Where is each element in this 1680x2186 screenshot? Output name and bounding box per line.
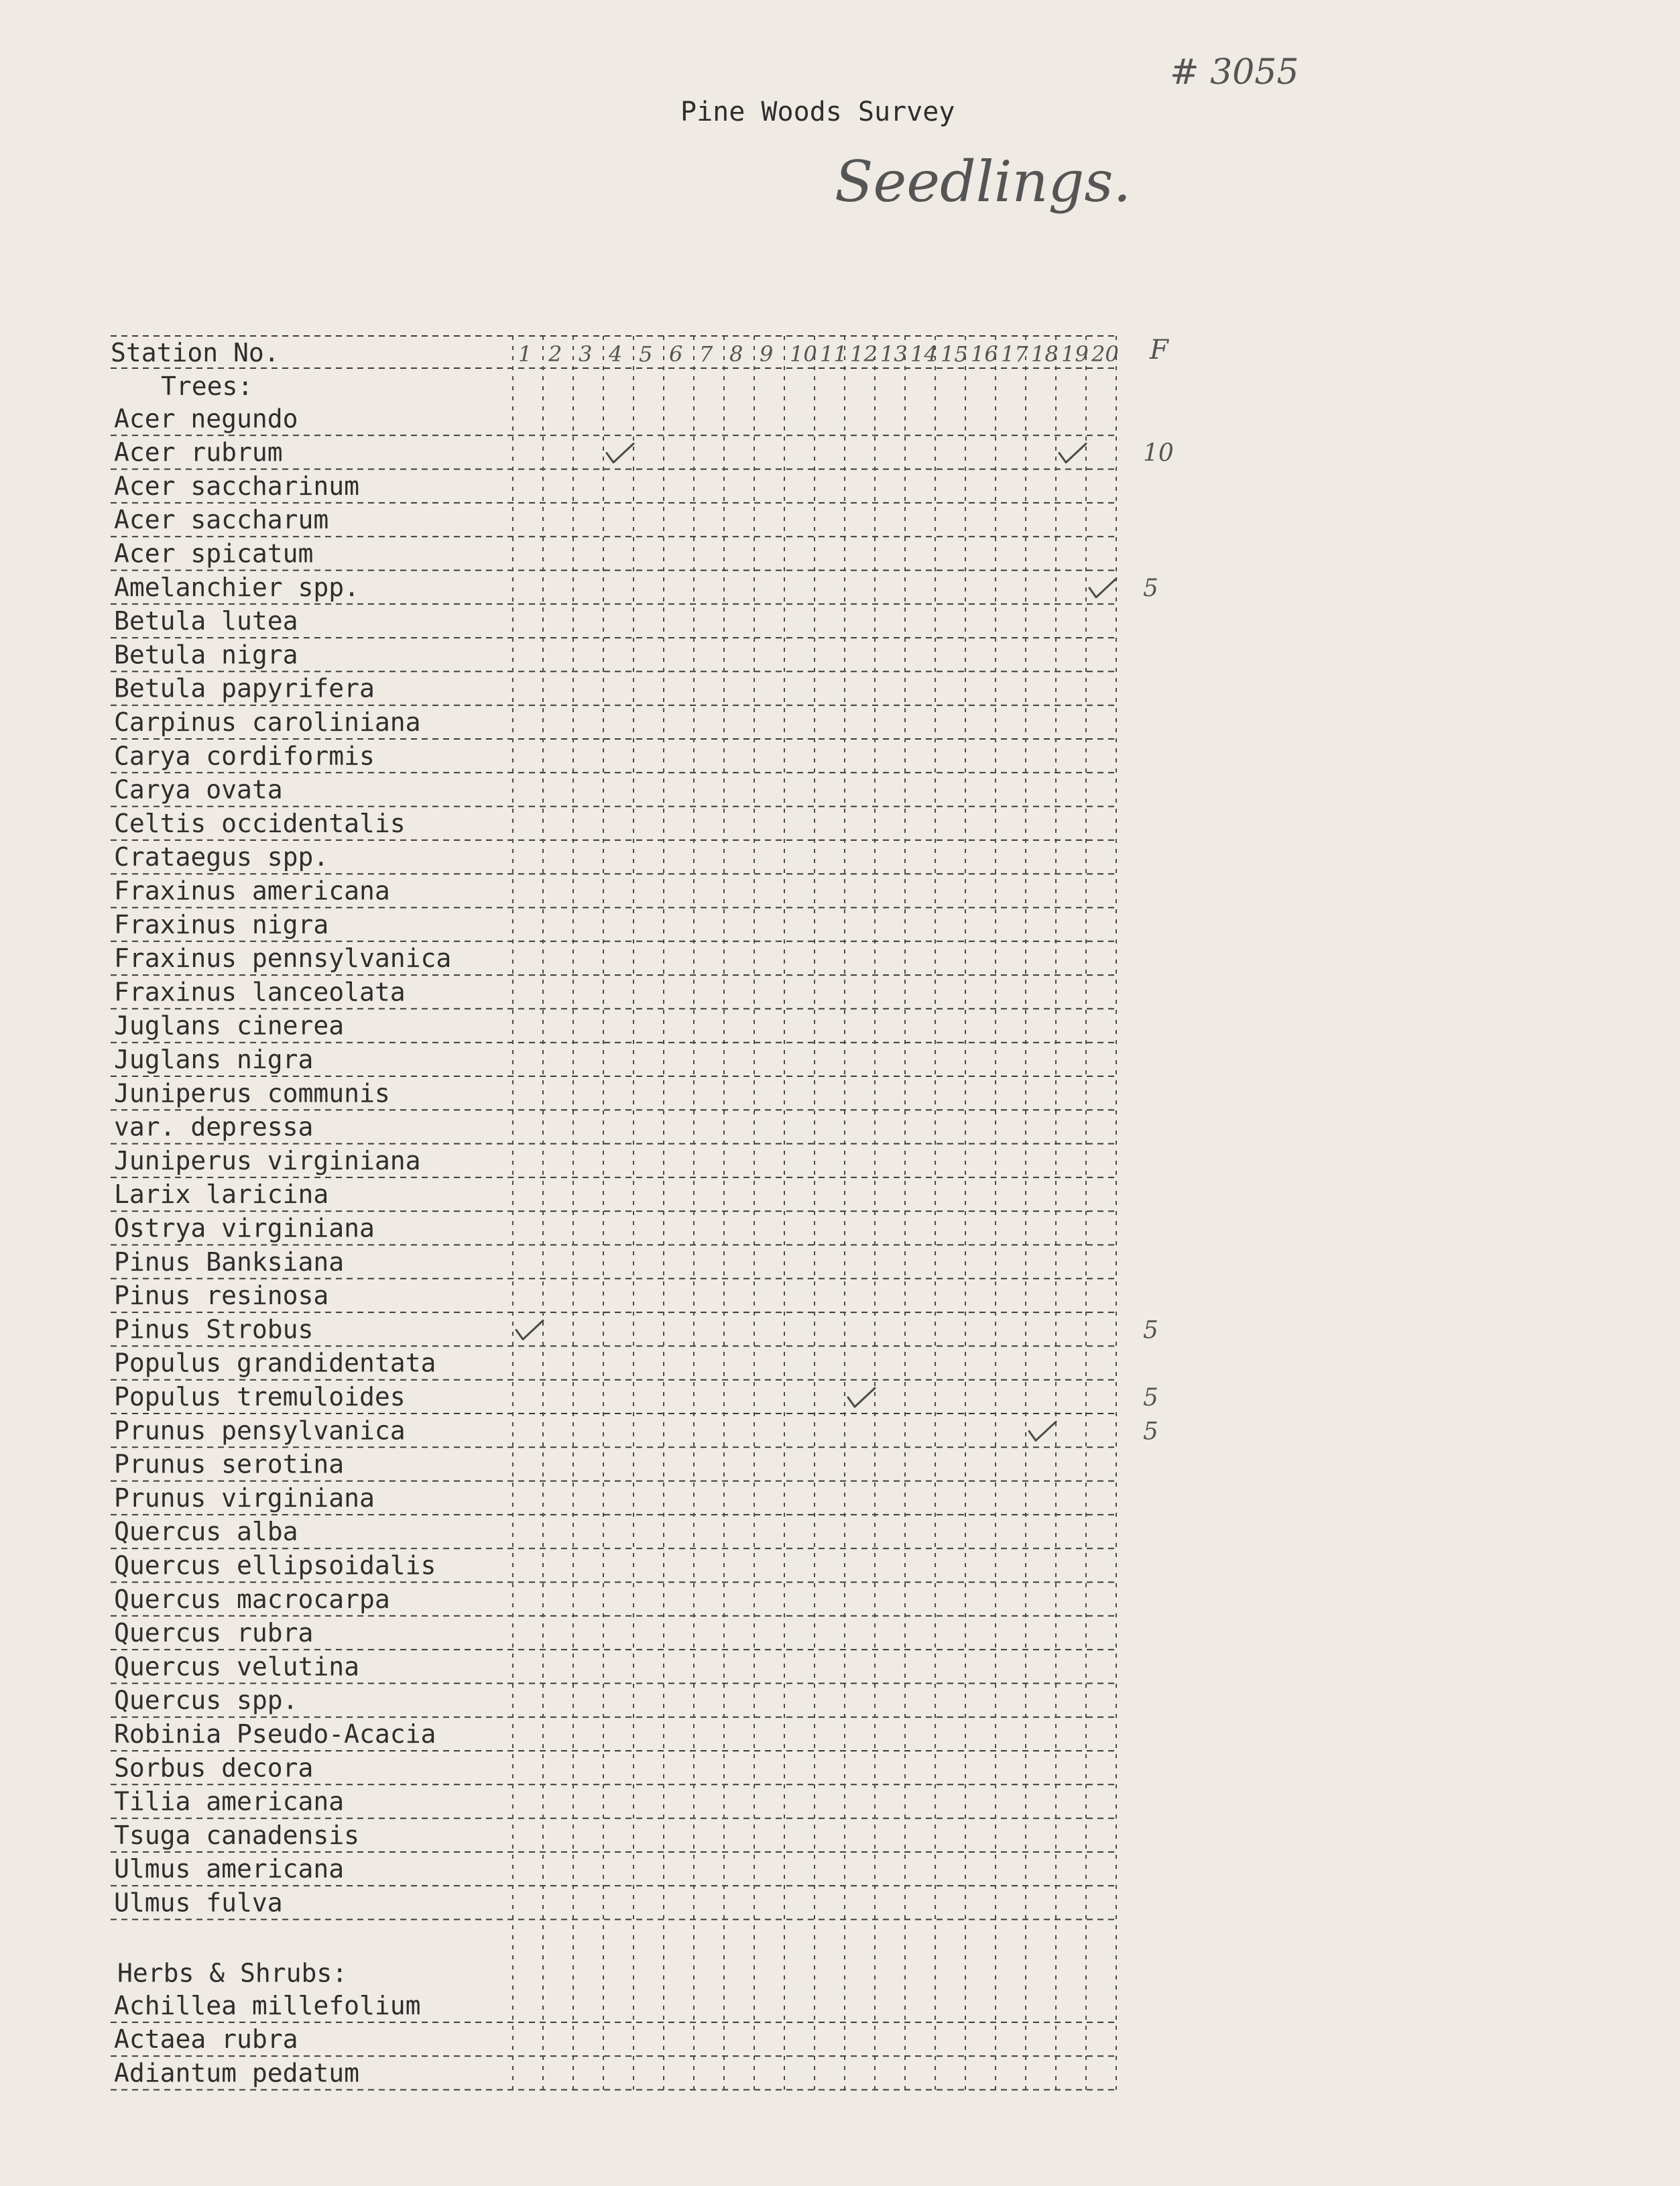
station-number: 18	[1031, 341, 1059, 367]
species-name: Robinia Pseudo-Acacia	[114, 1719, 436, 1749]
check-mark	[1059, 444, 1086, 463]
species-name: Quercus rubra	[114, 1618, 314, 1648]
species-name: Acer saccharum	[114, 505, 329, 535]
species-name: Tsuga canadensis	[114, 1820, 360, 1850]
species-name: Juniperus virginiana	[114, 1145, 421, 1175]
species-name: Acer saccharinum	[114, 471, 360, 501]
station-number: 5	[639, 341, 653, 367]
species-name: Prunus virginiana	[114, 1483, 375, 1513]
station-number: 6	[669, 341, 683, 367]
station-number: 19	[1061, 341, 1089, 367]
station-number: 17	[1001, 341, 1028, 367]
species-name: Ulmus americana	[114, 1854, 345, 1884]
species-name: Quercus alba	[114, 1517, 298, 1547]
species-name: Quercus macrocarpa	[114, 1584, 390, 1614]
species-name: Fraxinus lanceolata	[114, 977, 406, 1007]
check-mark	[1089, 579, 1116, 597]
station-number: 9	[760, 341, 774, 367]
species-name: Juniperus communis	[114, 1078, 390, 1108]
species-name: Pinus resinosa	[114, 1281, 329, 1311]
check-mark	[1029, 1422, 1056, 1440]
species-name: Betula lutea	[114, 606, 298, 636]
species-name: Carya ovata	[114, 774, 283, 805]
station-number: 13	[880, 341, 908, 367]
station-number: 3	[579, 341, 593, 367]
frequency-value: 5	[1143, 574, 1158, 602]
station-number: 4	[609, 341, 623, 367]
species-name: Fraxinus nigra	[114, 909, 329, 939]
species-name: Populus grandidentata	[114, 1348, 436, 1378]
species-name: Prunus serotina	[114, 1449, 345, 1479]
station-number: 20	[1091, 341, 1119, 367]
check-mark	[516, 1320, 543, 1339]
survey-table	[111, 335, 1174, 2090]
species-name: Betula papyrifera	[114, 673, 375, 703]
station-number: 12	[850, 341, 878, 367]
station-number: 16	[971, 341, 998, 367]
species-name: Carya cordiformis	[114, 741, 375, 771]
station-number: 7	[699, 341, 713, 367]
species-name: Crataegus spp.	[114, 842, 329, 872]
station-number: 10	[790, 341, 817, 367]
frequency-value: 5	[1143, 1384, 1158, 1412]
species-name: Acer rubrum	[114, 437, 283, 467]
species-name: Actaea rubra	[114, 2024, 298, 2055]
doc-number: # 3055	[1170, 52, 1299, 93]
check-mark	[607, 444, 634, 463]
species-name: Acer spicatum	[114, 538, 314, 569]
station-number: 1	[518, 341, 532, 367]
species-name: Ulmus fulva	[114, 1888, 283, 1918]
species-name: Ostrya virginiana	[114, 1213, 375, 1243]
species-name: Achillea millefolium	[114, 1990, 421, 2020]
check-mark	[848, 1388, 875, 1407]
species-name: Adiantum pedatum	[114, 2058, 360, 2088]
species-name: Populus tremuloides	[114, 1382, 406, 1412]
species-name: Betula nigra	[114, 640, 298, 670]
species-name: var. depressa	[114, 1112, 314, 1142]
species-name: Prunus pensylvanica	[114, 1416, 406, 1446]
station-number: 11	[820, 341, 847, 367]
species-name: Pinus Strobus	[114, 1314, 314, 1344]
station-number: 15	[941, 341, 968, 367]
frequency-value: 10	[1143, 439, 1174, 467]
species-name: Fraxinus pennsylvanica	[114, 943, 452, 974]
species-name: Larix laricina	[114, 1180, 329, 1210]
station-number: 2	[548, 341, 562, 367]
species-name: Quercus ellipsoidalis	[114, 1550, 436, 1580]
species-name: Amelanchier spp.	[114, 572, 360, 602]
species-name: Quercus spp.	[114, 1685, 298, 1715]
species-name: Juglans nigra	[114, 1045, 314, 1074]
species-name: Quercus velutina	[114, 1652, 360, 1682]
species-name: Acer negundo	[114, 404, 298, 434]
station-number: 14	[910, 341, 938, 367]
species-name: Pinus Banksiana	[114, 1247, 345, 1277]
frequency-label: F	[1150, 335, 1168, 365]
species-name: Tilia americana	[114, 1786, 345, 1817]
section-heading: Trees:	[161, 371, 253, 401]
frequency-value: 5	[1143, 1418, 1158, 1446]
species-name: Juglans cinerea	[114, 1011, 345, 1041]
page-subtitle: Seedlings.	[835, 149, 1132, 215]
station-number: 8	[729, 341, 743, 367]
frequency-value: 5	[1143, 1316, 1158, 1344]
page-title: Pine Woods Survey	[680, 97, 955, 127]
species-name: Sorbus decora	[114, 1753, 314, 1783]
section-heading: Herbs & Shrubs:	[117, 1958, 348, 1988]
species-name: Fraxinus americana	[114, 876, 390, 906]
species-name: Carpinus caroliniana	[114, 707, 421, 737]
species-name: Celtis occidentalis	[114, 808, 406, 838]
station-no-label: Station No.	[111, 338, 280, 367]
